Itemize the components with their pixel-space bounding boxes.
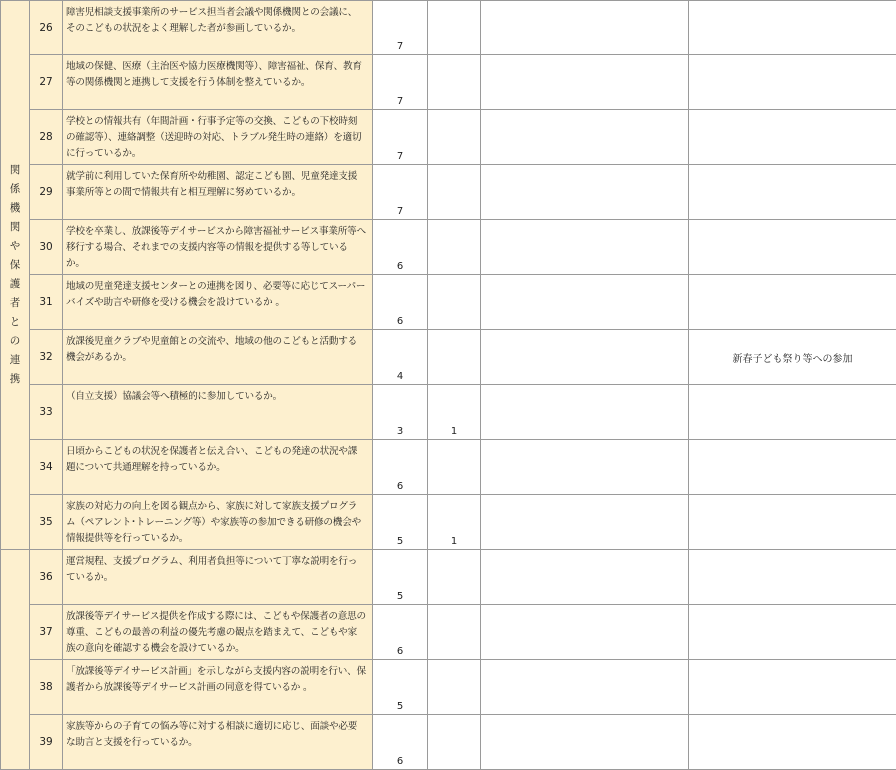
item-question: 地域の児童発達支援センターとの連携を図り、必要等に応じてスーパーバイズや助言や研修を受ける機会を設けているか 。 bbox=[63, 275, 373, 330]
count-no[interactable] bbox=[428, 275, 481, 330]
table-row bbox=[1, 715, 896, 770]
table-row bbox=[1, 1, 896, 55]
count-unknown[interactable] bbox=[481, 495, 689, 550]
count-unknown[interactable] bbox=[481, 715, 689, 770]
item-number: 36 bbox=[30, 550, 63, 605]
count-unknown[interactable] bbox=[481, 550, 689, 605]
improvement-note[interactable] bbox=[689, 55, 896, 110]
count-yes[interactable]: 7 bbox=[373, 110, 428, 165]
item-number: 32 bbox=[30, 330, 63, 385]
item-number: 35 bbox=[30, 495, 63, 550]
count-no[interactable] bbox=[428, 220, 481, 275]
table-row bbox=[1, 110, 896, 165]
table-row bbox=[1, 440, 896, 495]
improvement-note[interactable] bbox=[689, 1, 896, 55]
item-question: 学校を卒業し、放課後等デイサービスから障害福祉サービス事業所等へ移行する場合、それまでの支援内容等の情報を提供する等しているか。 bbox=[63, 220, 373, 275]
category-label: 関係機関や保護者との連携 bbox=[9, 164, 21, 385]
count-no[interactable] bbox=[428, 165, 481, 220]
count-yes[interactable]: 6 bbox=[373, 275, 428, 330]
improvement-note[interactable] bbox=[689, 165, 896, 220]
item-question: 地域の保健、医療（主治医や協力医療機関等）、障害福祉、保育、教育等の関係機関と連携して支援を行う体制を整えているか。 bbox=[63, 55, 373, 110]
count-no[interactable] bbox=[428, 605, 481, 660]
count-yes[interactable]: 7 bbox=[373, 165, 428, 220]
improvement-note[interactable] bbox=[689, 495, 896, 550]
count-yes[interactable]: 6 bbox=[373, 220, 428, 275]
count-yes[interactable]: 4 bbox=[373, 330, 428, 385]
table-row bbox=[1, 385, 896, 440]
item-question: 「放課後等デイサービス計画」を示しながら支援内容の説明を行い、保護者から放課後等デイサービス計画の同意を得ているか 。 bbox=[63, 660, 373, 715]
count-unknown[interactable] bbox=[481, 330, 689, 385]
item-number: 33 bbox=[30, 385, 63, 440]
table-row bbox=[1, 220, 896, 275]
category-cell bbox=[1, 1, 30, 550]
improvement-note[interactable] bbox=[689, 660, 896, 715]
count-yes[interactable]: 5 bbox=[373, 495, 428, 550]
count-unknown[interactable] bbox=[481, 220, 689, 275]
improvement-note[interactable] bbox=[689, 220, 896, 275]
count-unknown[interactable] bbox=[481, 165, 689, 220]
improvement-note[interactable] bbox=[689, 110, 896, 165]
improvement-note[interactable]: 新春子ども祭り等への参加 bbox=[689, 330, 896, 385]
table-row bbox=[1, 165, 896, 220]
count-no[interactable] bbox=[428, 330, 481, 385]
count-unknown[interactable] bbox=[481, 1, 689, 55]
improvement-note[interactable] bbox=[689, 550, 896, 605]
improvement-note[interactable] bbox=[689, 715, 896, 770]
count-yes[interactable]: 6 bbox=[373, 715, 428, 770]
table-row bbox=[1, 495, 896, 550]
item-question: 放課後児童クラブや児童館との交流や、地域の他のこどもと活動する機会があるか。 bbox=[63, 330, 373, 385]
count-yes[interactable]: 5 bbox=[373, 550, 428, 605]
item-question: 学校との情報共有（年間計画・行事予定等の交換、こどもの下校時刻の確認等）、連絡調整（送迎時の対応、トラブル発生時の連絡）を適切に行っているか。 bbox=[63, 110, 373, 165]
table-row bbox=[1, 275, 896, 330]
item-number: 29 bbox=[30, 165, 63, 220]
item-question: 就学前に利用していた保育所や幼稚園、認定こども園、児童発達支援事業所等との間で情報共有と相互理解に努めているか。 bbox=[63, 165, 373, 220]
item-number: 34 bbox=[30, 440, 63, 495]
count-yes[interactable]: 5 bbox=[373, 660, 428, 715]
count-unknown[interactable] bbox=[481, 110, 689, 165]
count-no[interactable] bbox=[428, 55, 481, 110]
improvement-note[interactable] bbox=[689, 385, 896, 440]
item-number: 27 bbox=[30, 55, 63, 110]
item-number: 30 bbox=[30, 220, 63, 275]
count-unknown[interactable] bbox=[481, 605, 689, 660]
table-row bbox=[1, 550, 896, 605]
item-question: 日頃からこどもの状況を保護者と伝え合い、こどもの発達の状況や課題について共通理解を持っているか。 bbox=[63, 440, 373, 495]
item-number: 28 bbox=[30, 110, 63, 165]
table-row bbox=[1, 605, 896, 660]
item-number: 39 bbox=[30, 715, 63, 770]
item-question: （自立支援）協議会等へ積極的に参加しているか。 bbox=[63, 385, 373, 440]
count-unknown[interactable] bbox=[481, 440, 689, 495]
item-number: 31 bbox=[30, 275, 63, 330]
count-no[interactable]: 1 bbox=[428, 495, 481, 550]
category-cell-empty bbox=[1, 550, 30, 770]
count-no[interactable] bbox=[428, 660, 481, 715]
count-no[interactable] bbox=[428, 550, 481, 605]
improvement-note[interactable] bbox=[689, 440, 896, 495]
count-unknown[interactable] bbox=[481, 275, 689, 330]
item-number: 37 bbox=[30, 605, 63, 660]
item-question: 障害児相談支援事業所のサービス担当者会議や関係機関との会議に、そのこどもの状況をよく理解した者が参画しているか。 bbox=[63, 1, 373, 55]
item-number: 38 bbox=[30, 660, 63, 715]
count-unknown[interactable] bbox=[481, 385, 689, 440]
count-yes[interactable]: 6 bbox=[373, 605, 428, 660]
count-no[interactable] bbox=[428, 1, 481, 55]
improvement-note[interactable] bbox=[689, 275, 896, 330]
table-row bbox=[1, 330, 896, 385]
table-row bbox=[1, 660, 896, 715]
item-question: 放課後等デイサービス提供を作成する際には、こどもや保護者の意思の尊重、こどもの最善の利益の優先考慮の観点を踏まえて、こどもや家族の意向を確認する機会を設けているか。 bbox=[63, 605, 373, 660]
item-question: 家族の対応力の向上を図る観点から、家族に対して家族支援プログラム（ペアレント･トレーニング等）や家族等の参加できる研修の機会や情報提供等を行っているか。 bbox=[63, 495, 373, 550]
item-question: 運営規程、支援プログラム、利用者負担等について丁寧な説明を行っているか。 bbox=[63, 550, 373, 605]
count-no[interactable]: 1 bbox=[428, 385, 481, 440]
item-number: 26 bbox=[30, 1, 63, 55]
count-yes[interactable]: 3 bbox=[373, 385, 428, 440]
count-no[interactable] bbox=[428, 715, 481, 770]
count-yes[interactable]: 7 bbox=[373, 55, 428, 110]
count-yes[interactable]: 7 bbox=[373, 1, 428, 55]
count-unknown[interactable] bbox=[481, 55, 689, 110]
table-row bbox=[1, 55, 896, 110]
item-question: 家族等からの子育ての悩み等に対する相談に適切に応じ、面談や必要な助言と支援を行っているか。 bbox=[63, 715, 373, 770]
improvement-note[interactable] bbox=[689, 605, 896, 660]
count-no[interactable] bbox=[428, 110, 481, 165]
count-unknown[interactable] bbox=[481, 660, 689, 715]
count-no[interactable] bbox=[428, 440, 481, 495]
count-yes[interactable]: 6 bbox=[373, 440, 428, 495]
